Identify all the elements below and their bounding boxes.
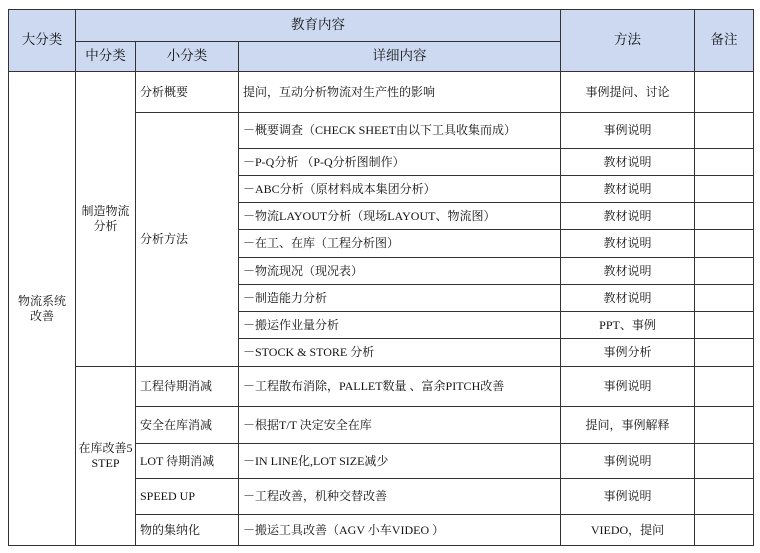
detail-cell: －搬运作业量分析 bbox=[239, 312, 561, 339]
education-content-table bbox=[8, 9, 754, 546]
method-cell: 教材说明 bbox=[561, 230, 695, 258]
detail-cell: －制造能力分析 bbox=[239, 285, 561, 312]
minor-category-cell: 分析方法 bbox=[136, 113, 239, 367]
method-cell: 教材说明 bbox=[561, 149, 695, 176]
header-minor-category: 小分类 bbox=[136, 42, 239, 72]
note-cell bbox=[695, 203, 754, 230]
major-category-cell: 物流系统改善 bbox=[9, 72, 76, 546]
note-cell bbox=[695, 149, 754, 176]
note-cell bbox=[695, 479, 754, 515]
note-cell bbox=[695, 113, 754, 149]
detail-cell: －STOCK & STORE 分析 bbox=[239, 339, 561, 367]
note-cell bbox=[695, 339, 754, 367]
detail-cell: －搬运工具改善（AGV 小车VIDEO ） bbox=[239, 515, 561, 546]
note-cell bbox=[695, 367, 754, 407]
note-cell bbox=[695, 444, 754, 479]
method-cell: 教材说明 bbox=[561, 203, 695, 230]
detail-cell: －ABC分析（原材料成本集团分析） bbox=[239, 176, 561, 203]
minor-category-cell: 物的集纳化 bbox=[136, 515, 239, 546]
detail-cell: －在工、在库（工程分析图） bbox=[239, 230, 561, 258]
method-cell: 教材说明 bbox=[561, 176, 695, 203]
header-note: 备注 bbox=[695, 10, 754, 72]
note-cell bbox=[695, 258, 754, 285]
note-cell bbox=[695, 312, 754, 339]
detail-cell: －P-Q分析 （P-Q分析图制作） bbox=[239, 149, 561, 176]
mid-category-cell: 制造物流分析 bbox=[76, 72, 136, 367]
detail-cell: －工程散布消除，PALLET数量 、富余PITCH改善 bbox=[239, 367, 561, 407]
header-mid-category: 中分类 bbox=[76, 42, 136, 72]
detail-cell: －物流现况（现况表） bbox=[239, 258, 561, 285]
header-major-category: 大分类 bbox=[9, 10, 76, 72]
note-cell bbox=[695, 407, 754, 444]
note-cell bbox=[695, 230, 754, 258]
header-method: 方法 bbox=[561, 10, 695, 72]
method-cell: VIEDO，提问 bbox=[561, 515, 695, 546]
detail-cell: －工程改善，机种交替改善 bbox=[239, 479, 561, 515]
note-cell bbox=[695, 515, 754, 546]
header-education-content: 教育内容 bbox=[76, 10, 561, 42]
method-cell: 事例说明 bbox=[561, 367, 695, 407]
method-cell: 事例说明 bbox=[561, 479, 695, 515]
table-row bbox=[9, 367, 754, 407]
mid-category-cell: 在库改善5 STEP bbox=[76, 367, 136, 546]
detail-cell: －IN LINE化,LOT SIZE减少 bbox=[239, 444, 561, 479]
method-cell: 事例说明 bbox=[561, 113, 695, 149]
minor-category-cell: SPEED UP bbox=[136, 479, 239, 515]
table-row bbox=[9, 72, 754, 113]
method-cell: 事例分析 bbox=[561, 339, 695, 367]
method-cell: 事例提问、讨论 bbox=[561, 72, 695, 113]
minor-category-cell: 分析概要 bbox=[136, 72, 239, 113]
minor-category-cell: 安全在库消减 bbox=[136, 407, 239, 444]
note-cell bbox=[695, 176, 754, 203]
method-cell: 事例说明 bbox=[561, 444, 695, 479]
method-cell: 教材说明 bbox=[561, 285, 695, 312]
minor-category-cell: 工程待期消减 bbox=[136, 367, 239, 407]
method-cell: 提问，事例解释 bbox=[561, 407, 695, 444]
detail-cell: －物流LAYOUT分析（现场LAYOUT、物流图） bbox=[239, 203, 561, 230]
header-detail: 详细内容 bbox=[239, 42, 561, 72]
method-cell: PPT、事例 bbox=[561, 312, 695, 339]
method-cell: 教材说明 bbox=[561, 258, 695, 285]
minor-category-cell: LOT 待期消减 bbox=[136, 444, 239, 479]
note-cell bbox=[695, 72, 754, 113]
detail-cell: 提问，互动分析物流对生产性的影响 bbox=[239, 72, 561, 113]
note-cell bbox=[695, 285, 754, 312]
detail-cell: －概要调查（CHECK SHEET由以下工具收集而成） bbox=[239, 113, 561, 149]
detail-cell: －根据T/T 决定安全在库 bbox=[239, 407, 561, 444]
